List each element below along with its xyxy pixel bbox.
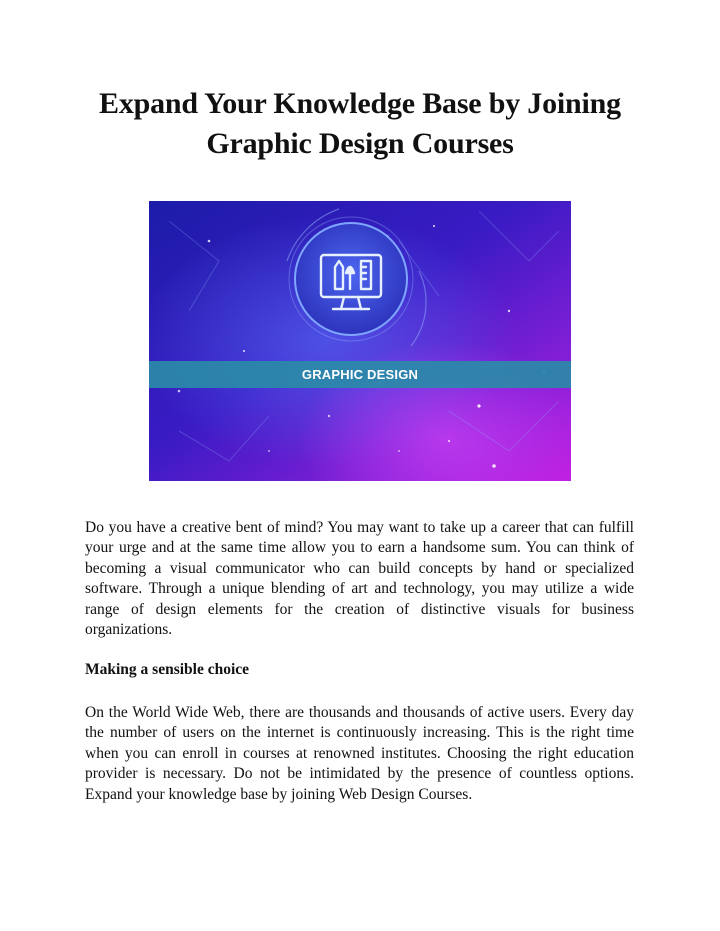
banner-label: GRAPHIC DESIGN bbox=[301, 367, 419, 382]
paragraph-choice: On the World Wide Web, there are thousands and thousands of active users. Every day the number of users on the internet is continuously increasing. This is the right time when you can enroll in courses at renowned institutes. Choosing the right education provider is necessary. Do not be intimidated by the presence of countless options. Expand your knowledge base by joining Web Design Courses. bbox=[85, 704, 634, 803]
graphic-design-banner-image bbox=[149, 201, 571, 481]
page-title bbox=[60, 84, 660, 164]
title-line-2: Graphic Design Courses bbox=[206, 127, 514, 160]
section-heading: Making a sensible choice bbox=[85, 661, 250, 678]
paragraph-intro: Do you have a creative bent of mind? You may want to take up a career that can fulfill your urge and at the same time allow you to earn a handsome sum. You can think of becoming a visual communicator who can build concepts by hand or specialized software. Through a unique blending of art and technology, you may utilize a wide range of design elements for the creation of distinctive visuals for business organizations. bbox=[85, 519, 634, 639]
title-line-1: Expand Your Knowledge Base by Joining bbox=[99, 87, 621, 120]
